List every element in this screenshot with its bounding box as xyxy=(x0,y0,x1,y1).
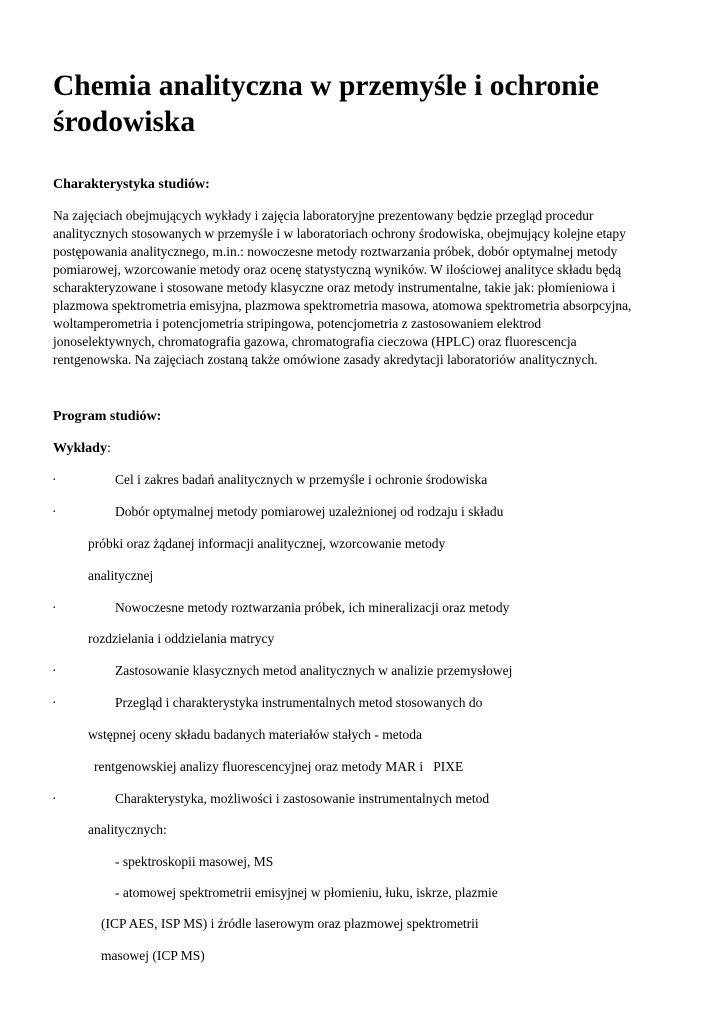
lectures-colon: : xyxy=(106,441,111,456)
paragraph-line: scharakteryzowane i stosowane metody klasyczne oraz metody instrumentalne, takie jak: płomieniowa i xyxy=(53,280,616,295)
lectures-heading xyxy=(53,440,111,458)
characteristics-heading: Charakterystyka studiów: xyxy=(53,177,210,192)
lecture-item-continued: próbki oraz żądanej informacji analitycznej, wzorcowanie metody xyxy=(88,536,446,551)
lecture-item: Cel i zakres badań analitycznych w przemyśle i ochronie środowiska xyxy=(115,472,488,487)
lecture-item: Zastosowanie klasycznych metod analitycznych w analizie przemysłowej xyxy=(115,663,513,678)
lecture-item: Dobór optymalnej metody pomiarowej uzależnionej od rodzaju i składu xyxy=(115,504,504,519)
lectures-label: Wykłady xyxy=(53,441,107,456)
lecture-item-continued: analitycznych: xyxy=(88,822,167,837)
page-title-line-2: środowiska xyxy=(53,106,196,138)
lecture-subitem-continued: masowej (ICP MS) xyxy=(101,948,205,963)
page-title xyxy=(53,68,673,140)
bullet-dot: · xyxy=(52,600,57,615)
bullet-dot: · xyxy=(52,472,57,487)
paragraph-line: pomiarowej, wzorcowanie metody oraz ocenę statystyczną wyników. W ilościowej analityce składu będą xyxy=(53,262,622,277)
program-heading: Program studiów: xyxy=(53,409,162,424)
lecture-subitem-continued: (ICP AES, ISP MS) i źródle laserowym oraz plazmowej spektrometrii xyxy=(101,916,479,931)
paragraph-line: postępowania analitycznego, m.in.: nowoczesne metody roztwarzania próbek, dobór optymalnej metody xyxy=(53,244,618,259)
paragraph-line: plazmowa spektrometria emisyjna, plazmowa spektrometria masowa, atomowa spektrometria absorpcyjna, xyxy=(53,298,632,313)
lecture-item-continued: rozdzielania i oddzielania matrycy xyxy=(88,631,275,646)
paragraph-line: analitycznych stosowanych w przemyśle i w laboratoriach ochrony środowiska, obejmujący kolejne etapy xyxy=(53,226,626,241)
paragraph-line: rentgenowska. Na zajęciach zostaną także omówione zasady akredytacji laboratoriów analitycznych. xyxy=(53,352,598,367)
lecture-subitem: - atomowej spektrometrii emisyjnej w płomieniu, łuku, iskrze, plazmie xyxy=(115,885,498,900)
lecture-item: Przegląd i charakterystyka instrumentalnych metod stosowanych do xyxy=(115,695,483,710)
lecture-item: Charakterystyka, możliwości i zastosowanie instrumentalnych metod xyxy=(115,791,490,806)
page-title-line-1: Chemia analityczna w przemyśle i ochronie xyxy=(53,70,599,102)
lecture-item-continued: wstępnej oceny składu badanych materiałów stałych - metoda xyxy=(88,727,423,742)
bullet-dot: · xyxy=(52,504,57,519)
lecture-subitem: - spektroskopii masowej, MS xyxy=(115,854,274,869)
lecture-item: Nowoczesne metody roztwarzania próbek, ich mineralizacji oraz metody xyxy=(115,600,510,615)
paragraph-line: jonoselektywnych, chromatografia gazowa, chromatografia cieczowa (HPLC) oraz fluorescencja xyxy=(53,334,577,349)
bullet-dot: · xyxy=(52,695,57,710)
bullet-dot: · xyxy=(52,791,57,806)
bullet-dot: · xyxy=(52,663,57,678)
paragraph-line: Na zajęciach obejmujących wykłady i zajęcia laboratoryjne prezentowany będzie przegląd procedur xyxy=(53,208,594,223)
lecture-item-continued: analitycznej xyxy=(88,568,154,583)
lecture-item-continued: rentgenowskiej analizy fluorescencyjnej oraz metody MAR i PIXE xyxy=(94,759,464,774)
characteristics-paragraph xyxy=(53,207,678,369)
paragraph-line: woltamperometria i potencjometria stripingowa, potencjometria z zastosowaniem elektrod xyxy=(53,316,542,331)
